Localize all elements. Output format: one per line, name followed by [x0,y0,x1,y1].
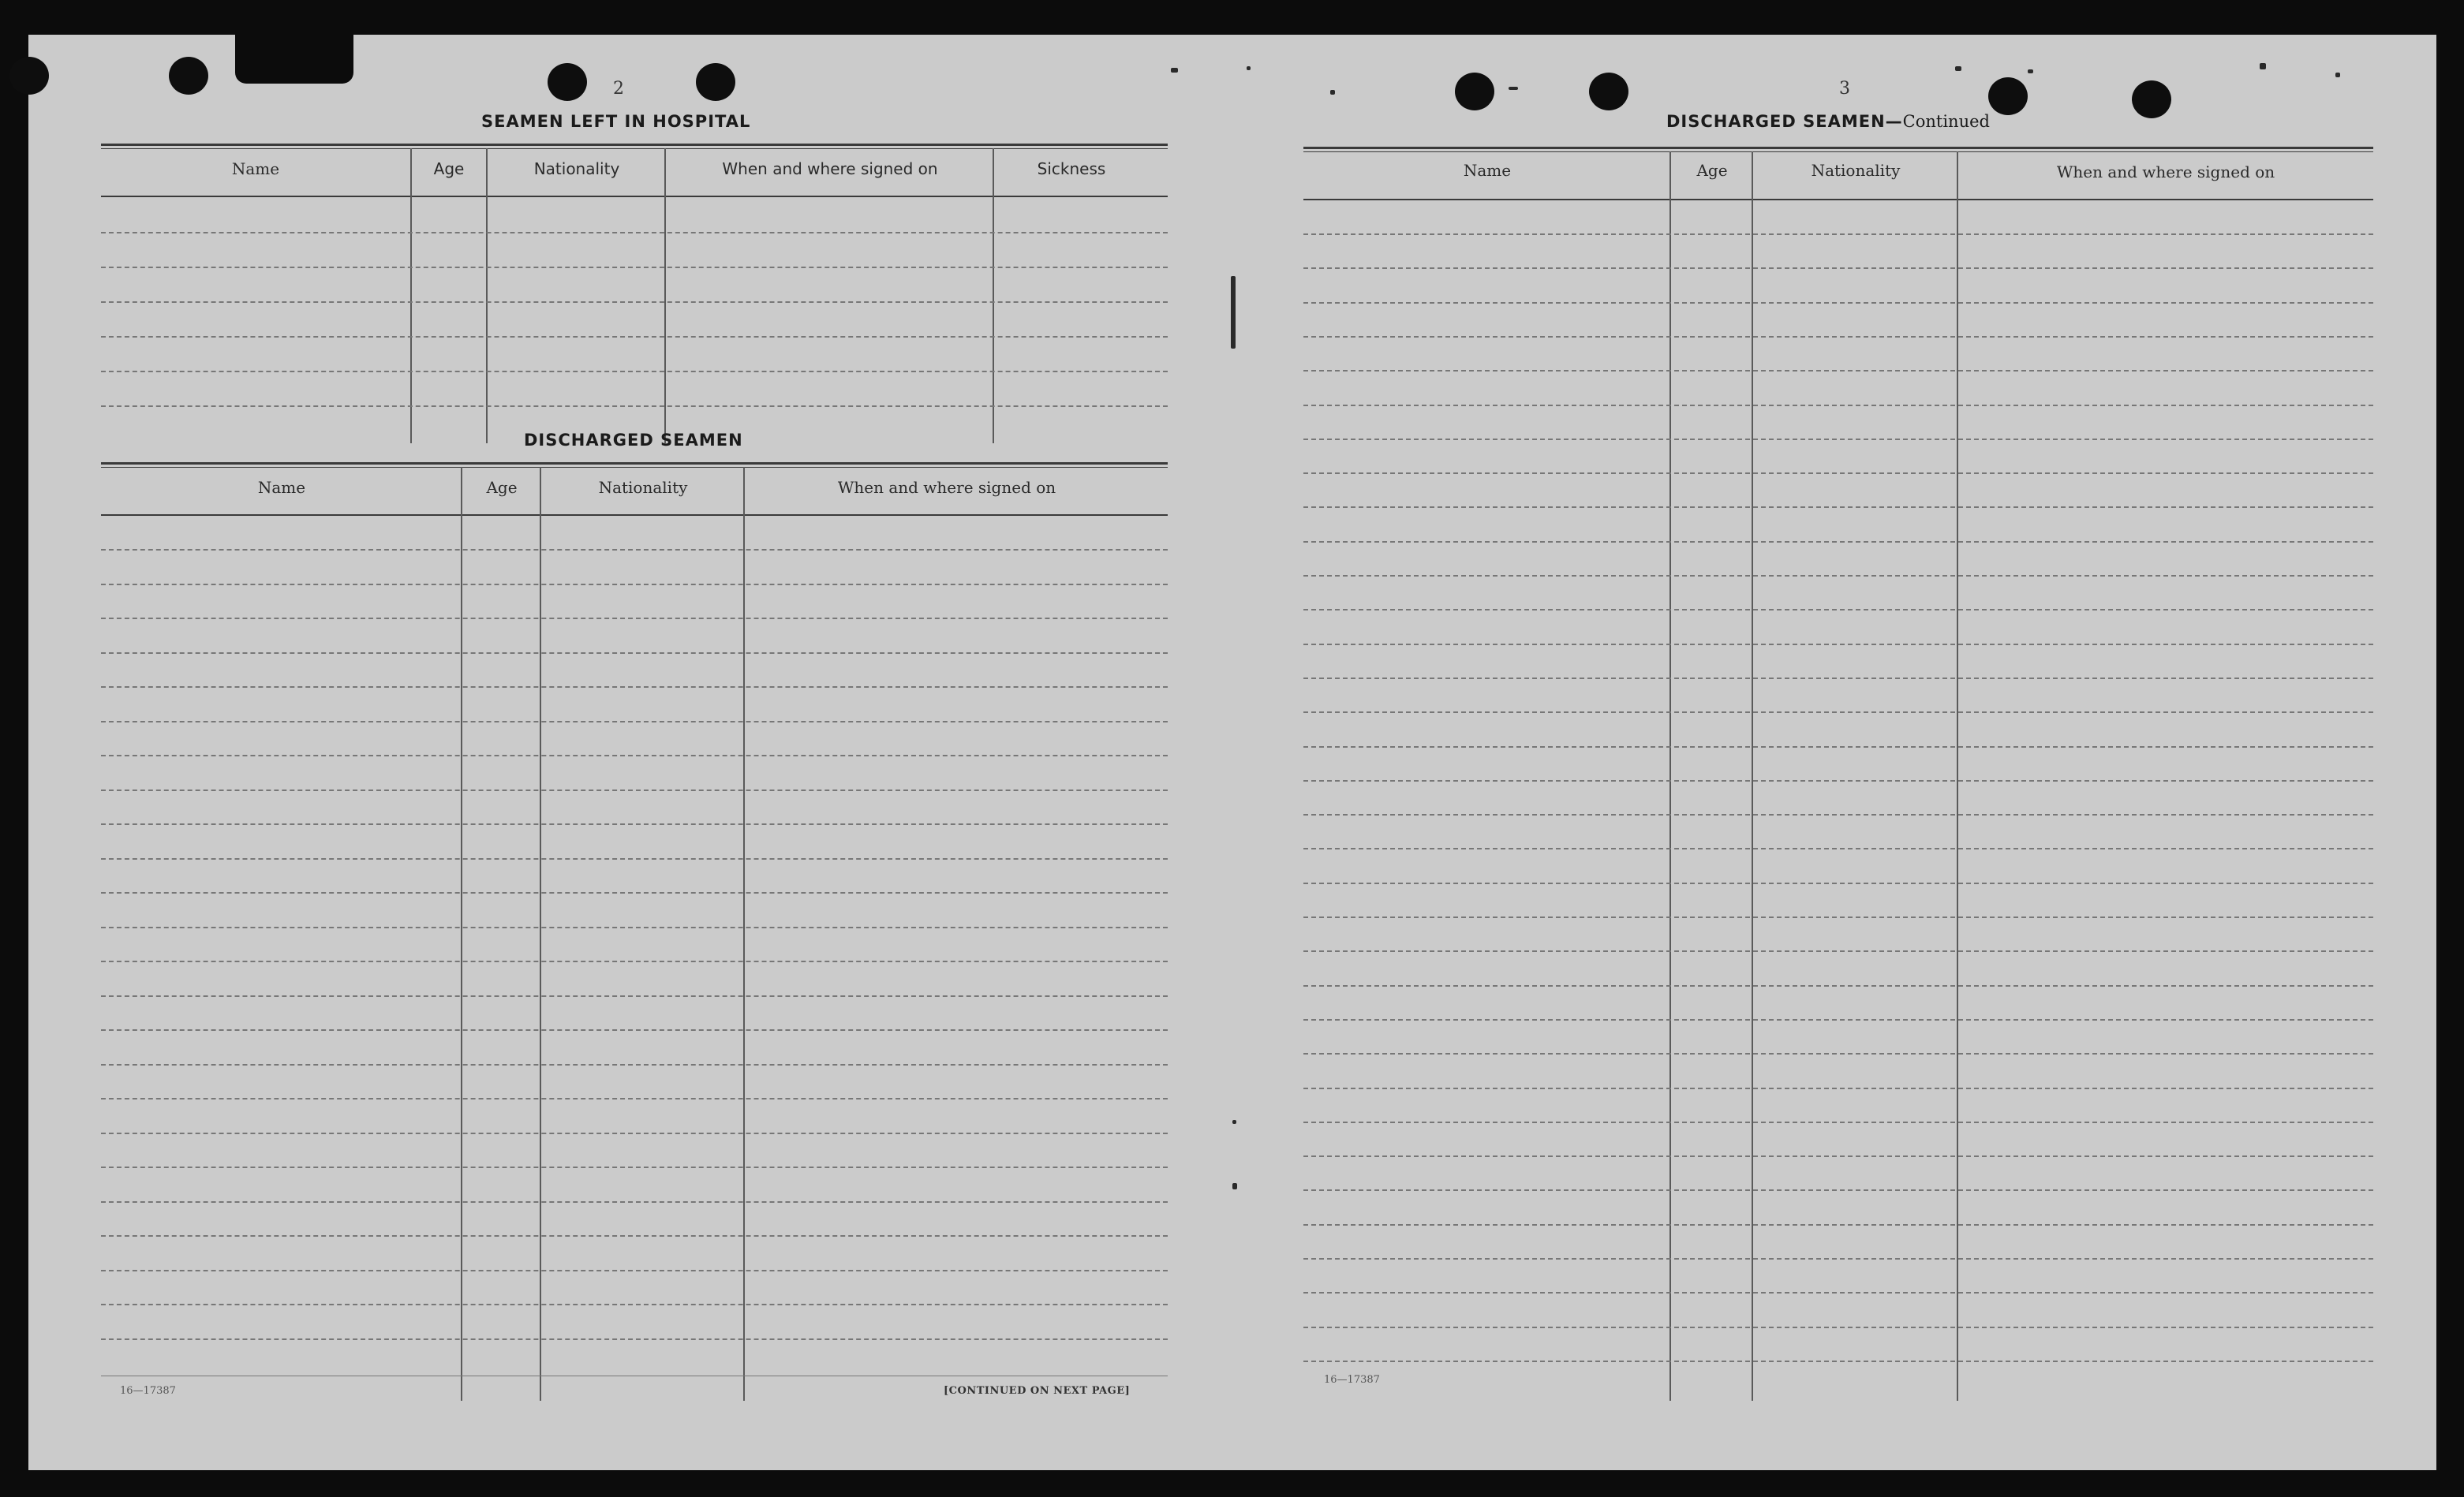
column-divider [1957,151,1958,1401]
column-header-nationality: Nationality [533,159,620,178]
column-header-name: Name [1463,161,1512,180]
column-header-name: Name [257,478,306,497]
table-row [1303,1122,2373,1123]
header-bottom-rule [101,196,1168,197]
table-row [1303,848,2373,849]
table-row [1303,950,2373,952]
table-row [1303,1019,2373,1021]
table-row [101,1167,1168,1168]
table-row [101,232,1168,233]
punch-hole [2132,80,2171,118]
form-number-right: 16—17387 [1324,1374,1380,1386]
speck [1232,1120,1236,1124]
speck [1232,1183,1237,1189]
punch-hole [696,63,735,101]
discharged-section-title: DISCHARGED SEAMEN [524,431,743,450]
speck [2335,73,2340,77]
speck [2260,63,2266,69]
punch-hole [1988,77,2028,115]
table-row [101,1338,1168,1340]
column-divider [540,467,541,1401]
table-row [101,267,1168,268]
table-row [1303,678,2373,679]
table-row [1303,1292,2373,1294]
speck [1171,68,1178,73]
table-row [101,652,1168,654]
table-row [1303,883,2373,884]
table-row [1303,985,2373,987]
speck [1955,66,1961,71]
punch-hole [1589,73,1628,110]
table-top-rule [101,148,1168,149]
table-row [1303,541,2373,543]
form-sheet [28,35,2436,1470]
table-row [101,755,1168,756]
table-row [101,995,1168,997]
column-header-nationality: Nationality [598,478,688,497]
column-header-age: Age [433,159,465,178]
table-row [101,1064,1168,1066]
table-row [1303,506,2373,508]
table-row [101,927,1168,928]
table-row [101,1270,1168,1271]
table-row [101,1029,1168,1031]
column-header-nationality: Nationality [1811,161,1901,180]
table-row [101,823,1168,825]
table-row [1303,405,2373,406]
table-row [1303,439,2373,440]
table-row [1303,1155,2373,1157]
punch-hole [548,63,587,101]
table-row [1303,814,2373,816]
column-divider [664,148,666,443]
column-divider [1752,151,1753,1401]
table-row [1303,575,2373,577]
table-top-rule [1303,147,2373,149]
table-row [1303,302,2373,304]
table-row [1303,1053,2373,1055]
column-divider [486,148,488,443]
table-row [1303,1189,2373,1191]
table-row [101,858,1168,860]
table-row [1303,1088,2373,1089]
table-row [1303,233,2373,235]
table-row [101,618,1168,619]
column-divider [743,467,745,1401]
table-top-rule [1303,151,2373,152]
column-header-signed-on: When and where signed on [837,478,1056,497]
table-row [101,686,1168,688]
table-row [1303,267,2373,269]
column-divider [1669,151,1671,1401]
table-row [101,1201,1168,1203]
header-bottom-rule [1303,199,2373,200]
table-row [101,1133,1168,1134]
column-divider [410,148,412,443]
table-row [1303,609,2373,610]
column-header-name: Name [231,159,280,178]
table-row [1303,370,2373,371]
column-header-sickness: Sickness [1037,159,1106,178]
hospital-section-title: SEAMEN LEFT IN HOSPITAL [481,112,751,131]
table-row [1303,472,2373,474]
table-row [101,721,1168,722]
table-row [1303,1258,2373,1260]
page-number-right: 3 [1839,79,1850,99]
speck [1247,66,1251,70]
table-row [101,584,1168,585]
table-row [101,790,1168,791]
table-row [1303,336,2373,338]
continued-note: [CONTINUED ON NEXT PAGE] [944,1385,1131,1397]
gutter-mark [1231,276,1236,349]
table-row [101,1304,1168,1305]
punch-hole [169,57,208,95]
column-divider [993,148,994,443]
table-row [1303,1224,2373,1226]
table-row [1303,1361,2373,1362]
speck [1509,87,1518,90]
table-top-rule [101,462,1168,465]
table-row [1303,1327,2373,1328]
table-row [101,1235,1168,1237]
speck [2028,69,2033,73]
discharged-continued-title [1666,112,1990,131]
header-bottom-rule [101,514,1168,516]
table-row [1303,644,2373,645]
table-row [1303,746,2373,748]
title-main: DISCHARGED SEAMEN— [1666,112,1903,131]
punch-hole [1455,73,1494,110]
table-row [101,892,1168,894]
page-number-left: 2 [613,79,624,99]
binding-tab [235,30,353,84]
speck [1330,90,1335,95]
column-header-signed-on: When and where signed on [2056,162,2275,181]
table-row [101,1098,1168,1099]
column-header-age: Age [486,478,518,497]
table-row [101,301,1168,303]
table-row [101,961,1168,962]
table-row [1303,711,2373,713]
column-header-signed-on: When and where signed on [722,159,938,178]
form-number-left: 16—17387 [120,1385,176,1397]
table-top-rule [101,144,1168,146]
title-continued: Continued [1902,112,1990,131]
table-top-rule [101,467,1168,468]
table-row [1303,916,2373,918]
column-divider [461,467,462,1401]
column-header-age: Age [1696,161,1728,180]
table-row [101,371,1168,372]
table-row [1303,780,2373,782]
punch-hole [9,57,49,95]
table-row [101,336,1168,338]
table-row [101,549,1168,551]
table-row [101,405,1168,407]
